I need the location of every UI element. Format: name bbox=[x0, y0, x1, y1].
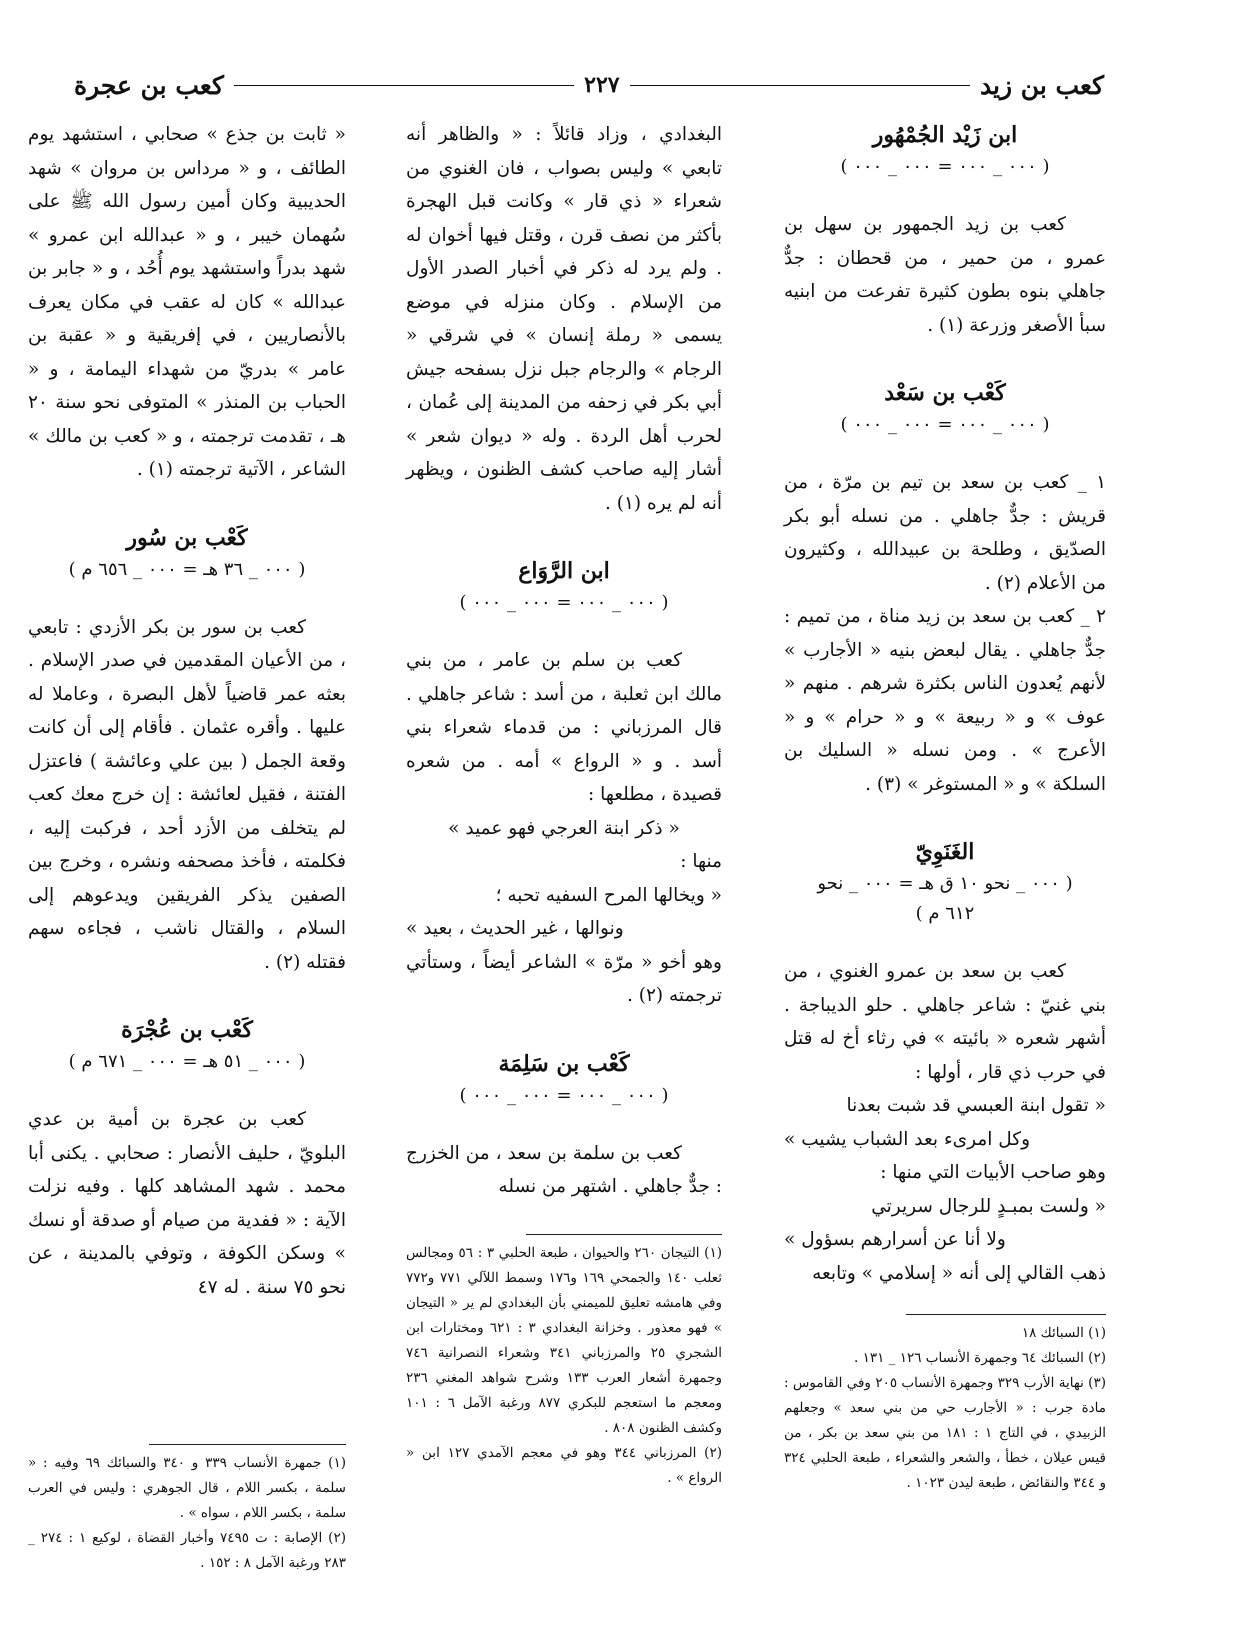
entry-kab-bin-salima bbox=[406, 1047, 722, 1204]
entry-ibn-zayd-al-jumhur bbox=[784, 118, 1106, 342]
footnote: (٢) المرزباني ٣٤٤ وهو في معجم الآمدي ١٢٧ ابن « الرواع » . bbox=[406, 1445, 722, 1486]
entry-text-continued: البغدادي ، وزاد قائلاً : « والظاهر أنه تابعي » وليس بصواب ، فان الغنوي من شعراء « ذي قار » وكانت قبل الهجرة بأكثر من نصف قرن ، وقتل فيها أخوان له . ولم يرد له ذكر في أخبار الصدر الأول من الإسلام . وكان منزله في موضع يسمى « رملة إنسان » في شرقي « الرجام » والرجام جبل نزل بسفحه جيش أبي بكر في زحفه من المدينة إلى عُمان ، لحرب أهل الردة . وله « ديوان شعر » أشار إليه صاحب كشف الظنون ، ويظهر أنه لم يره (١) . bbox=[406, 124, 722, 514]
entry-dates: ( ٠٠٠ _ ٣٦ هـ = ٠٠٠ _ ٦٥٦ م ) bbox=[68, 558, 306, 580]
entry-text: كعب بن سلم بن عامر ، من بني مالك ابن ثعلبة ، من أسد : شاعر جاهلي . قال المرزباني : من قدماء شعراء بني أسد . و « الرواع » أمه . من شعره قصيدة ، مطلعها : bbox=[406, 650, 722, 805]
entry-dates: ( ٠٠٠ _ ٠٠٠ = ٠٠٠ _ ٠٠٠ ) bbox=[459, 592, 669, 613]
poem-line: « تقول ابنة العبسي قد شبت بعدنا bbox=[846, 1095, 1106, 1116]
entry-title: كَعْب بن سَعْد bbox=[884, 380, 1006, 406]
column-left bbox=[28, 118, 346, 1571]
header-rule-left bbox=[234, 85, 574, 86]
poem-line: وكل امرىء بعد الشباب يشيب » bbox=[784, 1128, 1031, 1150]
entry-title: كَعْب بن سَلِمَة bbox=[498, 1050, 630, 1077]
entry-dates: ( ٠٠٠ _ ٠٠٠ = ٠٠٠ _ ٠٠٠ ) bbox=[840, 414, 1050, 435]
footnote: (٢) الإصابة : ت ٧٤٩٥ وأخبار القضاة ، لوكيع ١ : ٢٧٤ _ ٢٨٣ ورغبة الآمل ٨ : ١٥٢ . bbox=[28, 1530, 346, 1571]
footnote: (٣) نهاية الأرب ٣٢٩ وجمهرة الأنساب ٢٠٥ وفي القاموس : مادة جرب : « الأجارب حي من بني سعد » وجعلهم الزبيدي ، في التاج ١ : ١٨١ من بني سعد بن بكر ، من قيس عيلان ، خطأ ، والشعر والشعراء ، طبعة الحلبي ٣٢٤ و ٣٤٤ والنقائض ، طبعة ليدن ١٠٢٣ . bbox=[784, 1375, 1107, 1491]
entry-text: كعب بن سعد بن عمرو الغنوي ، من بني غنيّ : شاعر جاهلي . حلو الديباجة . أشهر شعره « بائيته » في رثاء أخ له قتل في حرب ذي قار ، أولها : bbox=[784, 961, 1106, 1083]
column-middle bbox=[406, 118, 723, 1486]
header-right-title: كعب بن زيد bbox=[979, 70, 1104, 100]
entry-text: ٢ _ كعب بن سعد بن زيد مناة ، من تميم : جدٌّ جاهلي . يقال لبعض بنيه « الأجارب » لأنهم يُعدون الناس بكثرة شرهم . منهم « عوف » و « ربيعة » و « حرام » و « الأعرج » . ومن نسله « السليك بن السلكة » و « المستوغر » (٣) . bbox=[784, 606, 1106, 795]
footnote: (١) السبائك ١٨ bbox=[1021, 1325, 1106, 1341]
footnotes bbox=[28, 1426, 346, 1576]
poem-line: « ولست بمبـدٍ للرجال سريرتي bbox=[871, 1195, 1106, 1217]
entry-text: كعب بن زيد الجمهور بن سهل بن عمرو ، من حمير ، من قحطان : جدٌّ جاهلي بنوه بطون كثيرة تفرعت من ابنيه سبأ الأصغر وزرعة (١) . bbox=[784, 214, 1106, 336]
entry-title: الغَنَوِيّ bbox=[915, 839, 975, 865]
poem-line: « ويخالها المرح السفيه تحبه ؛ bbox=[495, 884, 722, 906]
entry-text: كعب بن سلمة بن سعد ، من الخزرج : جدٌّ جاهلي . اشتهر من نسله bbox=[406, 1142, 722, 1197]
running-header bbox=[74, 68, 1104, 102]
entry-text: منها : bbox=[680, 851, 722, 872]
page-number: ٢٢٧ bbox=[584, 72, 620, 98]
entry-kab-bin-sur bbox=[28, 521, 346, 980]
footnote-rule bbox=[906, 1314, 1106, 1315]
footnotes bbox=[406, 1216, 722, 1491]
footnote-rule bbox=[149, 1444, 346, 1445]
entry-title: ابن الرَّوَاع bbox=[518, 558, 610, 584]
poem-line: « ذكر ابنة العرجي فهو عميد » bbox=[448, 817, 680, 839]
entry-dates-cont: ٦١٢ م ) bbox=[915, 903, 975, 924]
header-left-title: كعب بن عجرة bbox=[74, 70, 224, 100]
column-right bbox=[784, 118, 1107, 1491]
entry-title: كَعْب بن سُور bbox=[126, 524, 248, 551]
footnote: (١) التيجان ٢٦٠ والحيوان ، طبعة الحلبي ٣ : ٥٦ ومجالس ثعلب ١٤٠ والجمحي ١٦٩ و١٧٦ وسمط اللآلي ٧٧١ و٧٧٢ وفي هامشه تعليق للميمني بأن البغدادي لم ير « التيجان » فهو معذور . وخزانة البغدادي ٣ : ٦٢١ ومختارات ابن الشجري ٢٥ والمرزباني ٣٤١ وشعراء النصرانية ٧٤٦ وجمهرة أشعار العرب ١٣٣ وشرح شواهد المغني ٢٣٦ ومعجم ما استعجم للبكري ٨٧٧ ورغبة الآمل ٦ : ١٠١ وكشف الظنون ٨٠٨ . bbox=[406, 1245, 723, 1436]
poem-line: ونوالها ، غير الحديث ، بعيد » bbox=[406, 918, 624, 939]
entry-ibn-al-rawwa bbox=[406, 554, 722, 1013]
entry-dates: ( ٠٠٠ _ ٠٠٠ = ٠٠٠ _ ٠٠٠ ) bbox=[459, 1084, 669, 1106]
entry-dates: ( ٠٠٠ _ نحو ١٠ ق هـ = ٠٠٠ _ نحو bbox=[817, 873, 1073, 894]
entry-text-continued: « ثابت بن جذع » صحابي ، استشهد يوم الطائف ، و « مرداس بن مروان » شهد الحديبية وكان أمين رسول الله ﷺ على سُهمان خيبر ، و « عبدالله ابن عمرو » شهد بدراً واستشهد يوم أُحُد ، و « جابر بن عبدالله » كان له عقب في مكان يعرف بالأنصاريين ، في إفريقية و « عقبة بن عامر » بدريّ من شهداء اليمامة ، و « الحباب بن المنذر » المتوفى نحو سنة ٢٠ هـ ، تقدمت ترجمته ، و « كعب بن مالك » الشاعر ، الآتية ترجمته (١) . bbox=[28, 124, 346, 480]
entry-text: ذهب القالي إلى أنه « إسلامي » وتابعه bbox=[812, 1262, 1106, 1284]
footnote: (١) جمهرة الأنساب ٣٣٩ و ٣٤٠ والسبائك ٦٩ وفيه : « سلمة ، بكسر اللام ، قال الجوهري : وليس في العرب سلمة ، بكسر اللام ، سواه » . bbox=[28, 1455, 346, 1521]
entry-text: ١ _ كعب بن سعد بن تيم بن مرّة ، من قريش : جدٌّ جاهلي . من نسله أبو بكر الصدّيق ، وطلحة بن عبيدالله ، وكثيرون من الأعلام (٢) . bbox=[784, 472, 1106, 594]
entry-dates: ( ٠٠٠ _ ٠٠٠ = ٠٠٠ _ ٠٠٠ ) bbox=[840, 156, 1050, 177]
entry-text: كعب بن عجرة بن أمية بن عدي البلويّ ، حليف الأنصار : صحابي . يكنى أبا محمد . شهد المشاهد كلها . وفيه نزلت الآية : « ففدية من صيام أو صدقة أو نسك » وسكن الكوفة ، وتوفي بالمدينة ، عن نحو ٧٥ سنة . له ٤٧ bbox=[28, 1109, 346, 1298]
entry-al-ghanawi bbox=[784, 835, 1106, 1290]
footnote-rule bbox=[526, 1234, 722, 1235]
footnotes bbox=[784, 1296, 1106, 1496]
entry-title: ابن زَيْد الجُمْهُور bbox=[872, 122, 1018, 148]
entry-dates: ( ٠٠٠ _ ٥١ هـ = ٠٠٠ _ ٦٧١ م ) bbox=[68, 1051, 306, 1072]
entry-text: كعب بن سور بن بكر الأزدي : تابعي ، من الأعيان المقدمين في صدر الإسلام . بعثه عمر قاضياً لأهل البصرة ، وعاملا له عليها . وأقره عثمان . فأقام إلى أن كانت وقعة الجمل ( بين علي وعائشة ) فاعتزل الفتنة ، فقيل لعائشة : إن خرج معك كعب لم يتخلف من الأزد أحد ، فركبت إليه ، فكلمته ، فأخذ مصحفه ونشره ، وخرج بين الصفين يذكر الفريقين ويدعوهم إلى السلام ، والقتال ناشب ، فجاءه سهم فقتله (٢) . bbox=[28, 616, 346, 973]
entry-kab-bin-sad bbox=[784, 376, 1106, 801]
entry-title: كَعْب بن عُجْرَة bbox=[121, 1017, 253, 1043]
footnote: (٢) السبائك ٦٤ وجمهرة الأنساب ١٢٦ _ ١٣١ . bbox=[854, 1350, 1106, 1366]
poem-line: ولا أنا عن أسرارهم بسؤول » bbox=[784, 1229, 1006, 1250]
entry-text: وهو صاحب الأبيات التي منها : bbox=[880, 1162, 1106, 1183]
entry-kab-bin-ujra bbox=[28, 1013, 346, 1304]
entry-text: وهو أخو « مرّة » الشاعر أيضاً ، وستأتي ترجمته (٢) . bbox=[406, 951, 722, 1006]
header-rule-right bbox=[630, 85, 970, 86]
